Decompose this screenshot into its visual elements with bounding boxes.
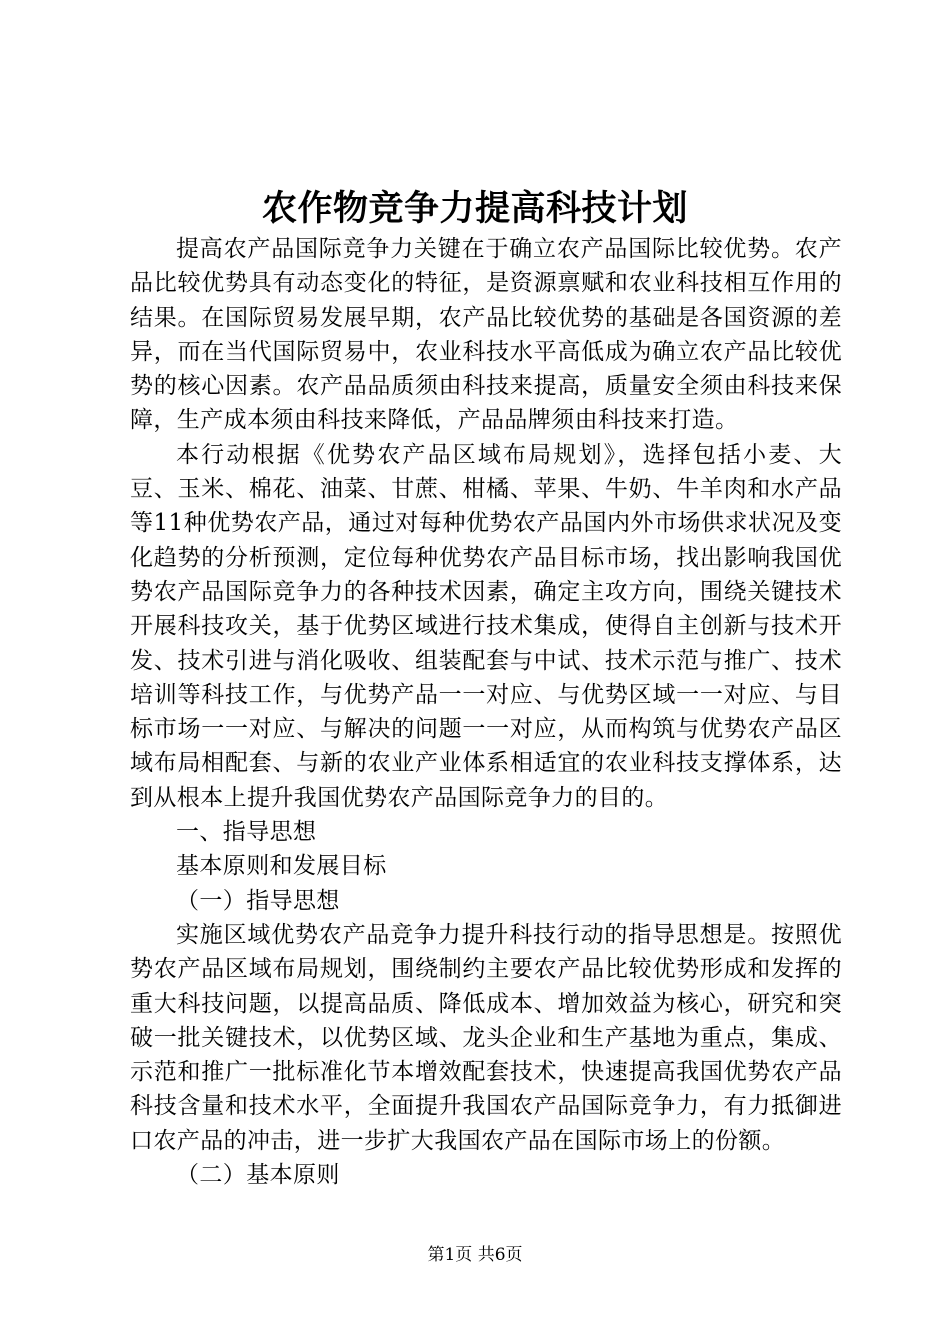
paragraph-guiding-ideology: 实施区域优势农产品竞争力提升科技行动的指导思想是。按照优势农产品区域布局规划，围绕制约主要农产品比较优势形成和发挥的重大科技问题，以提高品质、降低成本、增加效益为核心，研究和突破一批关键技术，以优势区域、龙头企业和生产基地为重点，集成、示范和推广一批标准化节本增效配套技术，快速提高我国优势农产品科技含量和技术水平，全面提升我国农产品国际竞争力，有力抵御进口农产品的冲击，进一步扩大我国农产品在国际市场上的份额。: [130, 921, 842, 1154]
section-heading-principles-goals: 基本原则和发展目标: [176, 853, 387, 880]
subsection-heading-guiding-ideology: （一）指导思想: [176, 887, 340, 914]
paragraph-intro: 提高农产品国际竞争力关键在于确立农产品国际比较优势。农产品比较优势具有动态变化的特征，是资源禀赋和农业科技相互作用的结果。在国际贸易发展早期，农产品比较优势的基础是各国资源的差异，而在当代国际贸易中，农业科技水平高低成为确立农产品比较优势的核心因素。农产品品质须由科技来提高，质量安全须由科技来保障，生产成本须由科技来降低，产品品牌须由科技来打造。: [130, 236, 842, 434]
section-heading-guiding-ideology: 一、指导思想: [176, 819, 317, 846]
paragraph-action: 本行动根据《优势农产品区域布局规划》，选择包括小麦、大豆、玉米、棉花、油菜、甘蔗、柑橘、苹果、牛奶、牛羊肉和水产品等11种优势农产品，通过对每种优势农产品国内外市场供求状况及变化趋势的分析预测，定位每种优势农产品目标市场，找出影响我国优势农产品国际竞争力的各种技术因素，确定主攻方向，围绕关键技术开展科技攻关，基于优势区域进行技术集成，使得自主创新与技术开发、技术引进与消化吸收、组装配套与中试、技术示范与推广、技术培训等科技工作，与优势产品一一对应、与优势区域一一对应、与目标市场一一对应、与解决的问题一一对应，从而构筑与优势农产品区域布局相配套、与新的农业产业体系相适宜的农业科技支撑体系，达到从根本上提升我国优势农产品国际竞争力的目的。: [130, 441, 842, 811]
subsection-heading-basic-principles: （二）基本原则: [176, 1162, 340, 1189]
document-title: 农作物竞争力提高科技计划: [261, 188, 688, 229]
page-number-footer: 第1页 共6页: [427, 1245, 523, 1265]
document-body: [130, 232, 842, 1192]
